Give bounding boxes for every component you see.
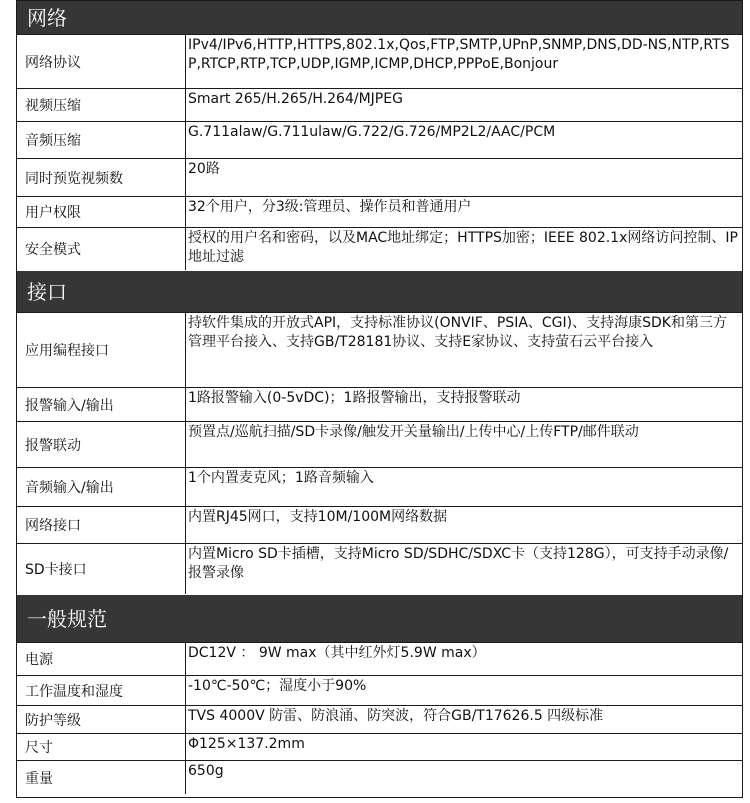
column-divider <box>185 196 186 227</box>
spec-label: 报警联动 <box>25 437 81 454</box>
spec-value: 授权的用户名和密码，以及MAC地址绑定；HTTPS加密；IEEE 802.1x网络访问控制、IP地址过滤 <box>188 230 738 265</box>
spec-label: 电源 <box>25 652 53 668</box>
column-divider <box>185 312 186 387</box>
column-divider <box>185 34 186 88</box>
spec-label: 尺寸 <box>25 740 53 756</box>
column-divider <box>185 387 186 421</box>
spec-label: 网络接口 <box>25 518 81 534</box>
spec-label: SD卡接口 <box>25 562 87 578</box>
spec-value: 1路报警输入(0-5vDC)；1路报警输出，支持报警联动 <box>188 390 521 406</box>
column-divider <box>185 642 186 675</box>
spec-value: 20路 <box>188 161 220 177</box>
spec-label: 视频压缩 <box>25 98 81 114</box>
column-divider <box>185 705 186 733</box>
spec-value: 32个用户，分3级:管理员、操作员和普通用户 <box>188 199 472 215</box>
spec-label: 重量 <box>25 770 53 787</box>
spec-value: 1个内置麦克风；1路音频输入 <box>188 470 374 486</box>
spec-value: DC12V ： 9W max（其中红外灯5.9W max） <box>188 645 486 661</box>
spec-label: 工作温度和湿度 <box>25 683 123 700</box>
column-divider <box>185 543 186 594</box>
column-divider <box>185 675 186 705</box>
column-divider <box>185 421 186 467</box>
column-divider <box>185 121 186 158</box>
spec-value: TVS 4000V 防雷、防浪涌、防突波，符合GB/T17626.5 四级标准 <box>188 708 604 724</box>
spec-label: 报警输入/输出 <box>25 397 114 414</box>
spec-label: 用户权限 <box>25 205 81 221</box>
spec-label: 网络协议 <box>25 54 81 71</box>
section-header: 网络 <box>17 1 742 34</box>
spec-label: 音频输入/输出 <box>25 480 114 496</box>
spec-label: 音频压缩 <box>25 133 81 149</box>
column-divider <box>185 467 186 506</box>
column-divider <box>185 506 186 543</box>
spec-value: 内置Micro SD卡插槽，支持Micro SD/SDHC/SDXC卡（支持128G），可支持手动录像/报警录像 <box>188 546 729 581</box>
spec-value: G.711alaw/G.711ulaw/G.722/G.726/MP2L2/AAC/PCM <box>188 124 556 140</box>
column-divider <box>185 733 186 760</box>
column-divider <box>185 158 186 196</box>
spec-value: 内置RJ45网口，支持10M/100M网络数据 <box>188 509 448 525</box>
spec-label: 安全模式 <box>25 242 81 258</box>
section-header: 一般规范 <box>17 595 742 642</box>
spec-value: Φ125×137.2mm <box>188 736 305 752</box>
spec-value: 650g <box>188 763 224 779</box>
spec-value: Smart 265/H.265/H.264/MJPEG <box>188 91 403 107</box>
column-divider <box>185 760 186 794</box>
section-header: 接口 <box>17 271 742 312</box>
spec-value: 预置点/巡航扫描/SD卡录像/触发开关量输出/上传中心/上传FTP/邮件联动 <box>188 424 639 440</box>
spec-value: 持软件集成的开放式API，支持标准协议(ONVIF、PSIA、CGI)、支持海康SDK和第三方管理平台接入、支持GB/T28181协议、支持E家协议、支持萤石云平台接入 <box>188 315 727 350</box>
column-divider <box>185 227 186 270</box>
spec-value: -10℃-50℃；湿度小于90% <box>188 678 367 694</box>
column-divider <box>185 88 186 121</box>
spec-label: 防护等级 <box>25 712 81 729</box>
spec-label: 同时预览视频数 <box>25 170 123 187</box>
spec-label: 应用编程接口 <box>25 343 109 359</box>
spec-value: IPv4/IPv6,HTTP,HTTPS,802.1x,Qos,FTP,SMTP,UPnP,SNMP,DNS,DD-NS,NTP,RTSP,RTCP,RTP,TCP,UDP,IGMP,ICMP,DHCP,PPPoE,Bonjour <box>188 37 730 72</box>
